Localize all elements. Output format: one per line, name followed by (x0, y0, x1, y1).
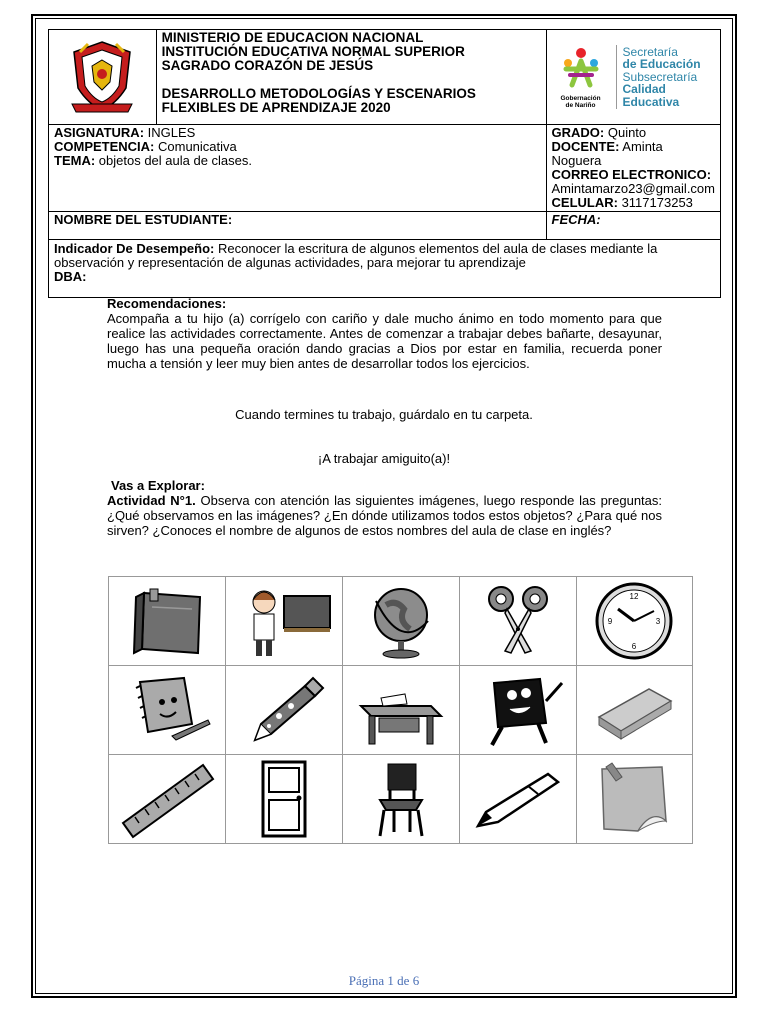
grid-cell-door (225, 755, 342, 844)
globe-icon (356, 581, 446, 661)
dba-label: DBA: (54, 269, 87, 284)
grado-label: GRADO: (551, 125, 605, 140)
ministry-title: MINISTERIO DE EDUCACION NACIONAL (161, 30, 424, 45)
blackboard-icon (468, 671, 568, 749)
secretaria-label-5: Educativa (622, 94, 680, 109)
scissors-icon (473, 581, 563, 661)
competencia-label: COMPETENCIA: (54, 139, 155, 154)
grid-cell-desk (342, 666, 459, 755)
asignatura-label: ASIGNATURA: (54, 125, 145, 140)
grid-cell-clock (576, 577, 692, 666)
eraser-icon (589, 675, 679, 745)
ruler-icon (117, 759, 217, 839)
grid-cell-eraser (576, 666, 692, 755)
svg-text:9: 9 (608, 617, 613, 626)
competencia-value: Comunicativa (154, 139, 237, 154)
explore-title: Vas a Explorar: (111, 478, 205, 493)
grid-cell-pen (459, 755, 576, 844)
teacher-icon (234, 582, 334, 660)
gobernacion-label-2: de Nariño (565, 102, 596, 109)
gobernacion-logo-icon (558, 45, 604, 95)
recommendations-title: Recomendaciones: (107, 296, 227, 311)
image-grid (108, 576, 693, 844)
school-crest-cell (49, 30, 157, 125)
header-table (48, 29, 721, 298)
carpeta-line: Cuando termines tu trabajo, guárdalo en tu carpeta. (235, 407, 533, 422)
activity-section (107, 478, 662, 538)
secretaria-label-2: de Educación (622, 57, 701, 72)
celular-label: CELULAR: (551, 195, 618, 210)
svg-text:6: 6 (632, 642, 637, 651)
grid-cell-chair (342, 755, 459, 844)
institution-title: INSTITUCIÓN EDUCATIVA NORMAL SUPERIOR (161, 44, 465, 59)
grid-cell-ruler (109, 755, 226, 844)
asignatura-value: INGLES (144, 125, 196, 140)
grid-cell-pencil (225, 666, 342, 755)
door-icon (249, 758, 319, 840)
svg-text:3: 3 (656, 617, 661, 626)
secretaria-label-1: Secretaría (622, 44, 678, 59)
secretaria-label-4: Calidad (622, 82, 666, 97)
trabajar-line: ¡A trabajar amiguito(a)! (317, 451, 451, 466)
grid-cell-scissors (459, 577, 576, 666)
recommendations (107, 296, 662, 371)
grid-cell-blackboard (459, 666, 576, 755)
pen-icon (468, 764, 568, 834)
notebook-icon (122, 672, 212, 748)
grid-cell-globe (342, 577, 459, 666)
desk-icon (353, 672, 449, 748)
program-title-2: FLEXIBLES DE APRENDIZAJE 2020 (161, 100, 391, 115)
fecha-label: FECHA: (551, 212, 601, 227)
school-crest-icon (66, 38, 138, 116)
secretaria-label-3: Subsecretaría (622, 69, 698, 84)
grid-cell-notebook (109, 666, 226, 755)
activity-label: Actividad N°1. (107, 493, 196, 508)
docente-value: Aminta Noguera (551, 139, 663, 168)
clock-icon (592, 579, 676, 663)
svg-text:12: 12 (629, 592, 639, 601)
indicador-label: Indicador De Desempeño: (54, 241, 215, 256)
indicador-value: Reconocer la escritura de algunos elementos del aula de clases mediante la observación y representación de algunas actividades, para mejorar tu aprendizaje (54, 241, 658, 270)
secretaria-logo-cell (546, 30, 720, 125)
correo-label: CORREO ELECTRONICO: (551, 167, 712, 182)
pencil-icon (239, 672, 329, 748)
chair-icon (366, 758, 436, 840)
grid-cell-paper (576, 755, 692, 844)
book-icon (122, 583, 212, 659)
tema-value: objetos del aula de clases. (95, 153, 252, 168)
correo-value: Amintamarzo23@gmail.com (551, 181, 715, 196)
paper-icon (592, 759, 676, 839)
school-title: SAGRADO CORAZÓN DE JESÚS (161, 58, 374, 73)
docente-label: DOCENTE: (551, 139, 620, 154)
activity-text: Observa con atención las siguientes imágenes, luego responde las preguntas: ¿Qué observamos en las imágenes? ¿En dónde utilizamos todos estos objetos? ¿Para qué nos sirven? ¿Conoces el nombre de algunos de estos nombres del aula de clase en inglés? (107, 493, 663, 538)
nombre-estudiante-label: NOMBRE DEL ESTUDIANTE: (54, 212, 233, 227)
grado-value: Quinto (604, 125, 647, 140)
grid-cell-teacher (225, 577, 342, 666)
grid-cell-book (109, 577, 226, 666)
gobernacion-label-1: Gobernación (560, 95, 601, 102)
tema-label: TEMA: (54, 153, 96, 168)
program-title-1: DESARROLLO METODOLOGÍAS Y ESCENARIOS (161, 86, 476, 101)
recommendations-text: Acompaña a tu hijo (a) corrígelo con cariño y dale mucho ánimo en todo momento para que realice las actividades correctamente. Antes de comenzar a trabajar debes bañarte, desayunar, luego has una pequeña oración dando gracias a Dios por estar en familia, recuerda poner mucha a tensión y leer muy bien antes de desarrollar todos los ejercicios. (107, 311, 662, 371)
page-number-footer: Página 1 de 6 (348, 973, 420, 988)
celular-value: 3117173253 (617, 195, 693, 210)
